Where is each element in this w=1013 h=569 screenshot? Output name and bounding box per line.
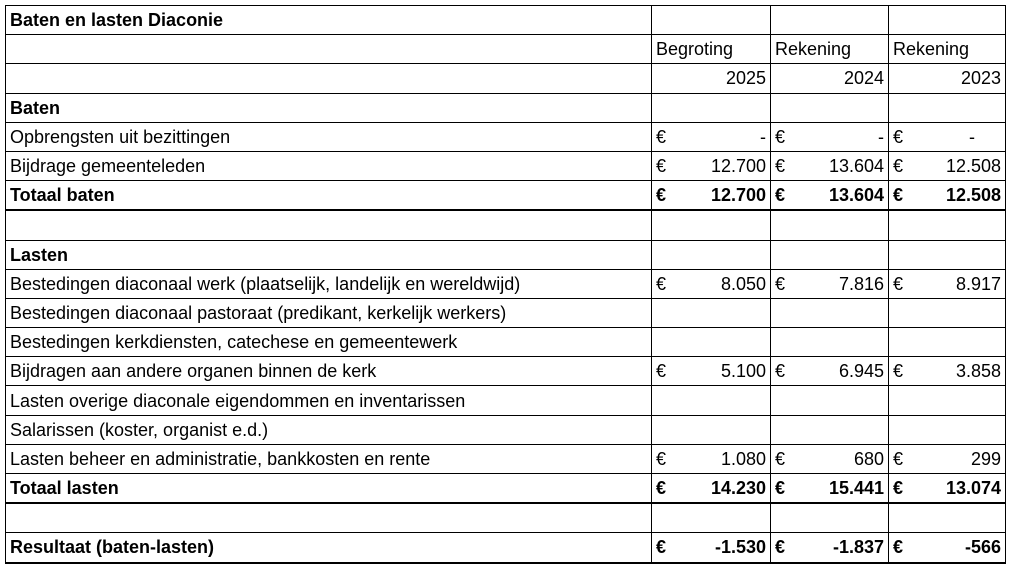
table-row [6,444,1006,473]
table-row [6,122,1006,151]
amount-cell [771,474,889,504]
empty-cell [889,6,1006,35]
row-label: Lasten overige diaconale eigendommen en inventarissen [6,386,652,415]
empty-cell [652,386,771,415]
result-row [6,533,1006,563]
amount-value: 3.858 [955,361,1001,382]
amount-cell [889,474,1006,504]
currency-symbol: € [893,156,904,177]
empty-cell [6,210,652,240]
amount-value: 8.917 [955,273,1001,294]
empty-cell [771,240,889,269]
currency-symbol: € [656,156,667,177]
empty-cell [6,503,652,533]
table-row [6,415,1006,444]
column-header-row [6,35,1006,64]
currency-symbol: € [775,448,786,469]
column-year-2023: 2023 [889,64,1006,93]
amount-cell [652,444,771,473]
amount-value: -1.837 [832,537,884,558]
row-label: Bestedingen diaconaal werk (plaatselijk, landelijk en wereldwijd) [6,269,652,298]
currency-symbol: € [893,448,904,469]
row-label: Salarissen (koster, organist e.d.) [6,415,652,444]
empty-cell [652,298,771,327]
amount-value: 13.604 [828,156,884,177]
empty-cell [889,210,1006,240]
row-label: Bijdragen aan andere organen binnen de kerk [6,357,652,386]
table-row [6,298,1006,327]
amount-cell [652,181,771,211]
section-heading-row [6,240,1006,269]
amount-value: 15.441 [828,478,884,499]
amount-cell [652,533,771,563]
amount-cell [652,269,771,298]
column-year-2024: 2024 [771,64,889,93]
currency-symbol: € [775,156,786,177]
amount-cell [771,151,889,180]
empty-cell [6,35,652,64]
amount-cell [652,357,771,386]
row-label: Opbrengsten uit bezittingen [6,122,652,151]
amount-value: 12.700 [710,185,766,206]
amount-cell [889,357,1006,386]
spacer-row [6,210,1006,240]
amount-cell [889,444,1006,473]
section-heading-row [6,93,1006,122]
currency-symbol: € [775,361,786,382]
currency-symbol: € [775,537,786,558]
amount-cell [889,122,1006,151]
amount-value: 8.050 [720,273,766,294]
amount-cell [771,122,889,151]
amount-cell [771,357,889,386]
empty-cell [771,6,889,35]
total-row [6,474,1006,504]
row-label: Lasten beheer en administratie, bankkosten en rente [6,444,652,473]
currency-symbol: € [893,126,904,147]
currency-symbol: € [656,537,667,558]
currency-symbol: € [775,273,786,294]
amount-cell [652,474,771,504]
amount-value: 1.080 [720,448,766,469]
row-label: Bestedingen diaconaal pastoraat (predikant, kerkelijk werkers) [6,298,652,327]
amount-value: - [969,126,975,147]
row-label: Totaal lasten [6,474,652,504]
row-label: Resultaat (baten-lasten) [6,533,652,563]
empty-cell [6,64,652,93]
amount-cell [771,533,889,563]
table-row [6,386,1006,415]
amount-value: 12.508 [945,185,1001,206]
column-year-2025: 2025 [652,64,771,93]
amount-cell [652,151,771,180]
title-row [6,6,1006,35]
empty-cell [889,503,1006,533]
amount-value: 299 [970,448,1001,469]
section-heading-baten: Baten [6,93,652,122]
amount-value: 7.816 [838,273,884,294]
currency-symbol: € [775,126,786,147]
amount-value: 12.508 [945,156,1001,177]
amount-value: 12.700 [710,156,766,177]
amount-value: - [760,126,766,147]
amount-value: 6.945 [838,361,884,382]
amount-cell [771,269,889,298]
amount-value: 680 [853,448,884,469]
empty-cell [771,415,889,444]
budget-table [5,5,1006,564]
empty-cell [771,93,889,122]
empty-cell [771,386,889,415]
table-row [6,357,1006,386]
amount-value: -1.530 [714,537,766,558]
empty-cell [652,93,771,122]
amount-value: -566 [964,537,1001,558]
currency-symbol: € [893,537,904,558]
currency-symbol: € [656,478,667,499]
column-header-begroting-2025: Begroting [652,35,771,64]
empty-cell [889,328,1006,357]
empty-cell [652,210,771,240]
empty-cell [771,503,889,533]
amount-cell [652,122,771,151]
currency-symbol: € [893,185,904,206]
empty-cell [889,240,1006,269]
amount-cell [889,181,1006,211]
section-heading-lasten: Lasten [6,240,652,269]
currency-symbol: € [656,448,667,469]
amount-value: 13.074 [945,478,1001,499]
currency-symbol: € [775,185,786,206]
row-label: Bestedingen kerkdiensten, catechese en gemeentewerk [6,328,652,357]
amount-cell [889,269,1006,298]
currency-symbol: € [893,478,904,499]
spacer-row [6,503,1006,533]
empty-cell [771,298,889,327]
currency-symbol: € [893,361,904,382]
row-label: Bijdrage gemeenteleden [6,151,652,180]
column-year-row [6,64,1006,93]
row-label: Totaal baten [6,181,652,211]
empty-cell [652,240,771,269]
total-row [6,181,1006,211]
amount-value: 13.604 [828,185,884,206]
empty-cell [652,6,771,35]
column-header-rekening-2023: Rekening [889,35,1006,64]
table-row [6,269,1006,298]
currency-symbol: € [656,361,667,382]
amount-cell [771,181,889,211]
amount-value: 14.230 [710,478,766,499]
amount-cell [771,444,889,473]
empty-cell [889,386,1006,415]
amount-value: - [878,126,884,147]
currency-symbol: € [656,126,667,147]
amount-value: 5.100 [720,361,766,382]
amount-cell [889,151,1006,180]
amount-cell [889,533,1006,563]
currency-symbol: € [656,273,667,294]
empty-cell [889,298,1006,327]
currency-symbol: € [775,478,786,499]
empty-cell [771,210,889,240]
empty-cell [889,93,1006,122]
currency-symbol: € [656,185,667,206]
empty-cell [652,328,771,357]
table-row [6,151,1006,180]
empty-cell [771,328,889,357]
currency-symbol: € [893,273,904,294]
table-title: Baten en lasten Diaconie [6,6,652,35]
empty-cell [889,415,1006,444]
empty-cell [652,415,771,444]
table-row [6,328,1006,357]
column-header-rekening-2024: Rekening [771,35,889,64]
empty-cell [652,503,771,533]
